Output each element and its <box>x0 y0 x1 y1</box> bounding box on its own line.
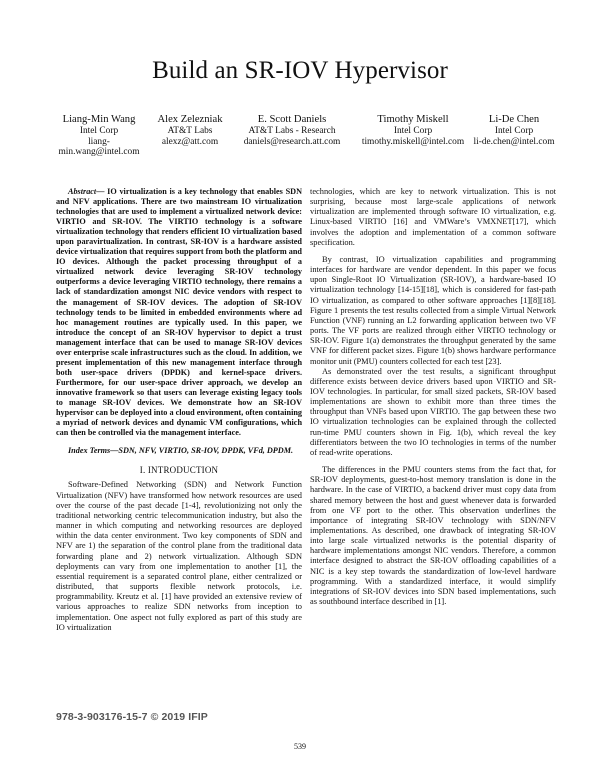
isbn-footer: 978-3-903176-15-7 © 2019 IFIP <box>56 711 208 723</box>
author-name: E. Scott Daniels <box>257 114 327 125</box>
author-affiliation: Intel Corp <box>79 126 119 136</box>
author-affiliation: AT&T Labs <box>167 126 213 136</box>
author-name: Alex Zelezniak <box>157 114 223 125</box>
section-heading: I. INTRODUCTION <box>139 465 219 476</box>
abstract-dash: — <box>96 187 108 196</box>
left-column <box>56 187 302 633</box>
right-column <box>310 187 556 607</box>
abstract <box>56 187 302 438</box>
author-2 <box>150 113 230 147</box>
author-email: timothy.miskell@intel.com <box>361 136 465 147</box>
body-paragraph: The differences in the PMU counters stems from the fact that, for SR-IOV deployments, guest-to-host memory translation is done in the hardware. In the case of VIRTIO, a backend driver must copy data from shared memory between the host and guest whenever data is forwarded from one VF port to the other. This observation underlines the importance of integrating SR-IOV technology with SDN/NFV implementations. As described, one drawback of integrating SR-IOV into large scale virtualized networks is the potential disparity of hardware implementations amongst NIC vendors. Therefore, a common interface designed to abstract the SR-IOV offloading capabilities of a NIC is a key step towards the standardization of low-level hardware programming. With a standardized interface, it would simplify integrations of SR-IOV devices into SDN based implementations, such as southbound interface described in [1]. <box>310 465 556 607</box>
author-block <box>0 113 600 171</box>
author-affiliation: Intel Corp <box>494 126 534 136</box>
author-name: Liang-Min Wang <box>62 114 136 125</box>
author-name: Li-De Chen <box>488 114 540 125</box>
author-1 <box>56 113 142 158</box>
abstract-label: Abstract <box>68 187 97 196</box>
author-4 <box>352 113 474 147</box>
body-paragraph: As demonstrated over the test results, a significant throughput difference exists between device drivers based upon VIRTIO and SR-IOV technologies. In particular, for small sized packets, SR-IOV based implementations are shown to exhibit more than three times the throughput than VNFs based upon VIRTIO. The gap between these two IO virtualization technologies can be explained through the collected run-time PMU counters shown in Fig. 1(b), which reveal the key differentiators between the two IO technologies in terms of the number of read-write operations. <box>310 366 556 457</box>
author-email: min.wang@intel.com <box>58 147 140 157</box>
author-email: alexz@att.com <box>161 136 219 147</box>
paper-title: Build an SR-IOV Hypervisor <box>152 57 448 84</box>
author-email: daniels@research.att.com <box>243 136 341 147</box>
intro-paragraph: Software-Defined Networking (SDN) and Network Function Virtualization (NFV) have transformed how network resources are used over the course of the past decade [1-4], revolutionizing not only the traditional networking centric telecommunication industry, but also the manner in which computing and networking resources are deployed within the data center environment. Two key components of SDN and NFV are 1) the separation of the control plane from the traditional data forwarding plane and 2) network virtualization. Although SDN deployments can vary from one implementation to another [1], the essential requirement is a separated control plane, either centralized or distributed, that supports flexible network protocols, i.e. programmability. Kreutz et al. [1] have provided an extensive review of various approaches to realize SDN networks from inception to implementation. One aspect not fully explored as part of this study are IO virtualization <box>56 480 302 632</box>
page-number: 539 <box>294 742 306 751</box>
author-affiliation: Intel Corp <box>393 126 433 136</box>
index-terms: Index Terms—SDN, NFV, VIRTIO, SR-IOV, DPDK, VFd, DPDM. <box>68 446 294 456</box>
author-email: liang- <box>88 136 110 147</box>
author-email: li-de.chen@intel.com <box>473 136 555 147</box>
author-5 <box>466 113 562 147</box>
author-3 <box>228 113 356 147</box>
abstract-text: IO virtualization is a key technology that enables SDN and NFV applications. There are two mainstream IO virtualization technologies that are used to implement a virtualized network device: VIRTIO and SR-IOV. The VIRTIO technology is a software virtualization technology that renders efficient IO virtualization based upon paravirtualization. In contrast, SR-IOV is a hardware assisted device virtualization that requires support from both the platform and IO devices. Although the packet processing throughput of a virtualized network device leveraging SR-IOV technology outperforms a device leveraging VIRTIO technology, there remains a lack of standardization amongst NIC device vendors with respect to the management of SR-IOV devices. The adoption of SR-IOV technology tends to be limited in embedded environments where ad hoc management routines are typically used. In this paper, we introduce the concept of an SR-IOV hypervisor to depict a trust management interface that can be used to manage SR-IOV devices over enterprise scale infrastructures such as the cloud. In addition, we present implementation of this new management interface through both user-space drivers (DPDK) and kernel-space drivers. Furthermore, for our user-space driver approach, we develop an innovative framework so that users can leverage existing legacy tools to manage SR-IOV devices. We demonstrate how an SR-IOV hypervisor can be deployed into a cloud environment, often containing a myriad of network devices and dynamic VM configurations, which can then be controlled via the management interface. <box>56 187 302 438</box>
author-affiliation: AT&T Labs - Research <box>248 126 336 136</box>
author-name: Timothy Miskell <box>377 114 449 125</box>
body-paragraph: By contrast, IO virtualization capabilities and programming interfaces for hardware are vendor dependent. In this paper we focus upon Single-Root IO Virtualization (SR-IOV), a hardware-based IO virtualization technology [14-15][18], which is considered for fast-path IO virtualization, as compared to other software approaches [1][8][18]. Figure 1 presents the test results collected from a simple Virtual Network Function (VNF) running an L2 forwarding application between two VF ports. The VF ports are realized through either VIRTIO technology or SR-IOV. Figure 1(a) demonstrates the throughput generated by the same VNF for different packet sizes. Figure 1(b) shows hardware performance monitor unit (PMU) counters collected for each test [23]. <box>310 254 556 366</box>
body-paragraph: technologies, which are key to network virtualization. This is not surprising, because most large-scale applications of network virtualization are implemented through software IO virtualization, e.g. Linux-based VIRTIO [16] and VMWare’s VMXNET[17], which involves the adoption and implementation of a common software specification. <box>310 187 556 247</box>
